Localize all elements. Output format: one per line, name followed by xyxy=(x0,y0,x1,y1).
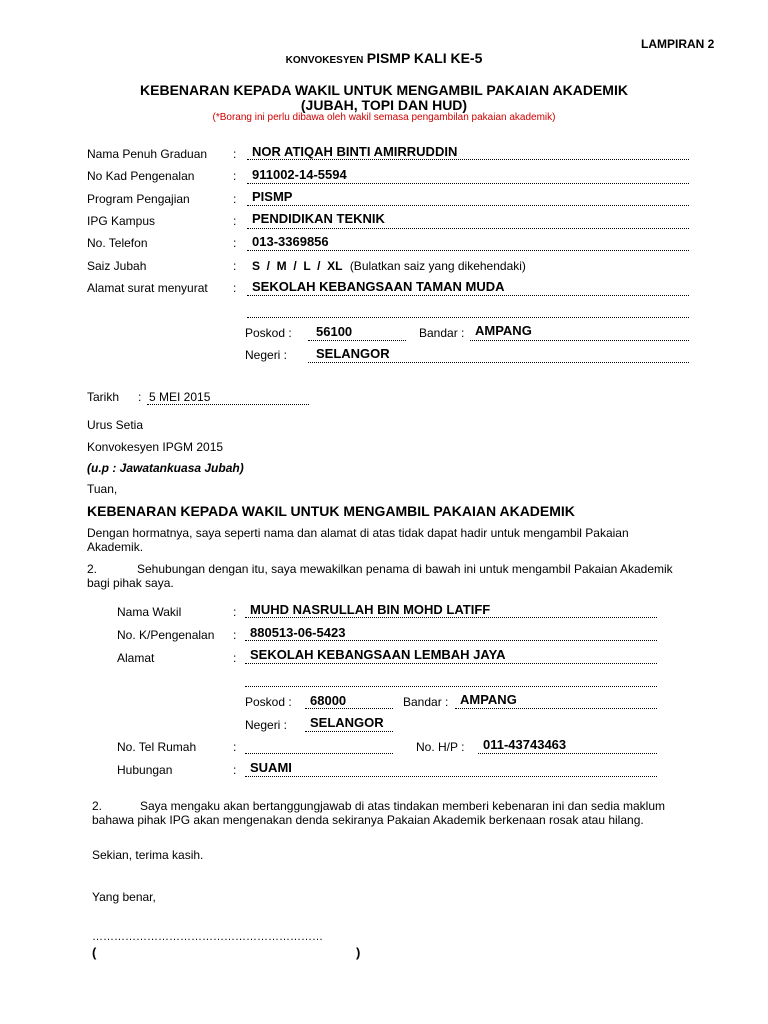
kp-wakil-value: 880513-06-5423 xyxy=(250,625,346,640)
program-value: PISMP xyxy=(252,189,293,204)
tel-rumah-label: No. Tel Rumah xyxy=(117,740,197,754)
paragraph-2-number: 2. xyxy=(87,562,98,576)
konvokesyen-big: PISMP KALI KE-5 xyxy=(366,50,483,66)
hp-line xyxy=(478,753,657,754)
kp-wakil-label: No. K/Pengenalan xyxy=(117,628,215,642)
colon: : xyxy=(233,281,237,295)
hp-value: 011-43743463 xyxy=(483,737,567,752)
nama-graduan-line xyxy=(247,159,689,160)
main-title: KEBENARAN KEPADA WAKIL UNTUK MENGAMBIL PAKAIAN AKADEMIK xyxy=(140,82,628,98)
main-subtitle: (JUBAH, TOPI DAN HUD) xyxy=(300,97,468,113)
colon: : xyxy=(233,147,237,161)
bandar-line xyxy=(470,340,689,341)
saiz-note: (Bulatkan saiz yang dikehendaki) xyxy=(349,259,526,273)
bandar-wakil-line xyxy=(455,708,657,709)
paragraph-2: Sehubungan dengan itu, saya mewakilkan penama di bawah ini untuk mengambil Pakaian Akademik bagi pihak saya. xyxy=(87,562,673,590)
colon: : xyxy=(233,740,237,754)
colon: : xyxy=(233,214,237,228)
nama-wakil-value: MUHD NASRULLAH BIN MOHD LATIFF xyxy=(250,602,491,617)
ipg-line xyxy=(247,228,689,229)
up-jawatankuasa: (u.p : Jawatankuasa Jubah) xyxy=(87,461,244,475)
lampiran-label: LAMPIRAN 2 xyxy=(641,37,715,51)
kad-pengenalan-label: No Kad Pengenalan xyxy=(87,169,195,183)
tarikh-label: Tarikh xyxy=(87,390,120,404)
nama-graduan-label: Nama Penuh Graduan xyxy=(87,147,208,161)
alamat-line-2 xyxy=(247,317,689,318)
tarikh-value: 5 MEI 2015 xyxy=(149,390,211,404)
negeri-label: Negeri : xyxy=(245,348,288,362)
negeri-wakil-value: SELANGOR xyxy=(310,715,384,730)
saiz-jubah-label: Saiz Jubah xyxy=(87,259,147,273)
signature-paren-open: ( xyxy=(92,945,97,960)
tarikh-line xyxy=(147,404,309,405)
nama-wakil-label: Nama Wakil xyxy=(117,605,182,619)
colon: : xyxy=(233,763,237,777)
negeri-wakil-label: Negeri : xyxy=(245,718,288,732)
yang-benar: Yang benar, xyxy=(92,890,156,904)
poskod-value: 56100 xyxy=(316,324,353,339)
telefon-value: 013-3369856 xyxy=(252,234,329,249)
poskod-label: Poskod : xyxy=(245,326,292,340)
poskod-line xyxy=(308,340,406,341)
hubungan-line xyxy=(245,776,657,777)
urus-setia: Urus Setia xyxy=(87,418,144,432)
tel-rumah-line xyxy=(245,753,393,754)
sekian: Sekian, terima kasih. xyxy=(92,848,204,862)
negeri-value: SELANGOR xyxy=(316,346,390,361)
colon: : xyxy=(138,390,142,404)
bandar-wakil-value: AMPANG xyxy=(460,692,517,707)
bandar-label: Bandar : xyxy=(419,326,465,340)
konvokesyen-title xyxy=(0,50,768,66)
hp-label: No. H/P : xyxy=(416,740,465,754)
ipg-label: IPG Kampus xyxy=(87,214,156,228)
konvokesyen-ipgm: Konvokesyen IPGM 2015 xyxy=(87,440,224,454)
kad-pengenalan-value: 911002-14-5594 xyxy=(252,167,347,182)
paragraph-3-number: 2. xyxy=(92,799,103,813)
telefon-line xyxy=(247,250,689,251)
alamat-wakil-value: SEKOLAH KEBANGSAAN LEMBAH JAYA xyxy=(250,647,506,662)
alamat-label: Alamat surat menyurat xyxy=(87,281,208,295)
colon: : xyxy=(233,169,237,183)
nama-graduan-value: NOR ATIQAH BINTI AMIRRUDDIN xyxy=(252,144,458,159)
saiz-options: S / M / L / XL xyxy=(252,259,343,273)
letter-heading: KEBENARAN KEPADA WAKIL UNTUK MENGAMBIL PAKAIAN AKADEMIK xyxy=(87,503,575,519)
alamat-wakil-line-1 xyxy=(245,663,657,664)
alamat-line-1 xyxy=(247,295,689,296)
colon: : xyxy=(233,651,237,665)
colon: : xyxy=(233,628,237,642)
konvokesyen-small: KONVOKESYEN xyxy=(285,55,364,66)
ipg-value: PENDIDIKAN TEKNIK xyxy=(252,211,385,226)
bandar-wakil-label: Bandar : xyxy=(403,695,449,709)
hubungan-label: Hubungan xyxy=(117,763,173,777)
hubungan-value: SUAMI xyxy=(250,760,292,775)
kp-wakil-line xyxy=(245,640,657,641)
alamat-wakil-line-2 xyxy=(245,686,657,687)
signature-paren-close: ) xyxy=(356,945,361,960)
poskod-wakil-label: Poskod : xyxy=(245,695,292,709)
colon: : xyxy=(233,192,237,206)
alamat-value: SEKOLAH KEBANGSAAN TAMAN MUDA xyxy=(252,279,505,294)
program-line xyxy=(247,205,689,206)
alamat-wakil-label: Alamat xyxy=(117,651,155,665)
nama-wakil-line xyxy=(245,617,657,618)
paragraph-3: Saya mengaku akan bertanggungjawab di atas tindakan memberi kebenaran ini dan sedia maklum bahawa pihak IPG akan mengenakan denda sekiranya Pakaian Akademik berkenaan rosak atau hilang. xyxy=(92,799,665,827)
colon: : xyxy=(233,259,237,273)
salutation: Tuan, xyxy=(87,482,118,496)
poskod-wakil-line xyxy=(305,708,393,709)
colon: : xyxy=(233,236,237,250)
negeri-wakil-line xyxy=(305,731,393,732)
kad-pengenalan-line xyxy=(247,183,689,184)
paragraph-1: Dengan hormatnya, saya seperti nama dan alamat di atas tidak dapat hadir untuk mengambil Pakaian Akademik. xyxy=(87,526,629,554)
saiz-jubah-options xyxy=(252,259,526,273)
signature-dots: ……………………………………………………… xyxy=(92,931,323,943)
poskod-wakil-value: 68000 xyxy=(310,693,347,708)
telefon-label: No. Telefon xyxy=(87,236,148,250)
negeri-line xyxy=(308,362,689,363)
bandar-value: AMPANG xyxy=(475,323,532,338)
program-label: Program Pengajian xyxy=(87,192,190,206)
form-note: (*Borang ini perlu dibawa oleh wakil semasa pengambilan pakaian akademik) xyxy=(212,112,556,123)
colon: : xyxy=(233,605,237,619)
